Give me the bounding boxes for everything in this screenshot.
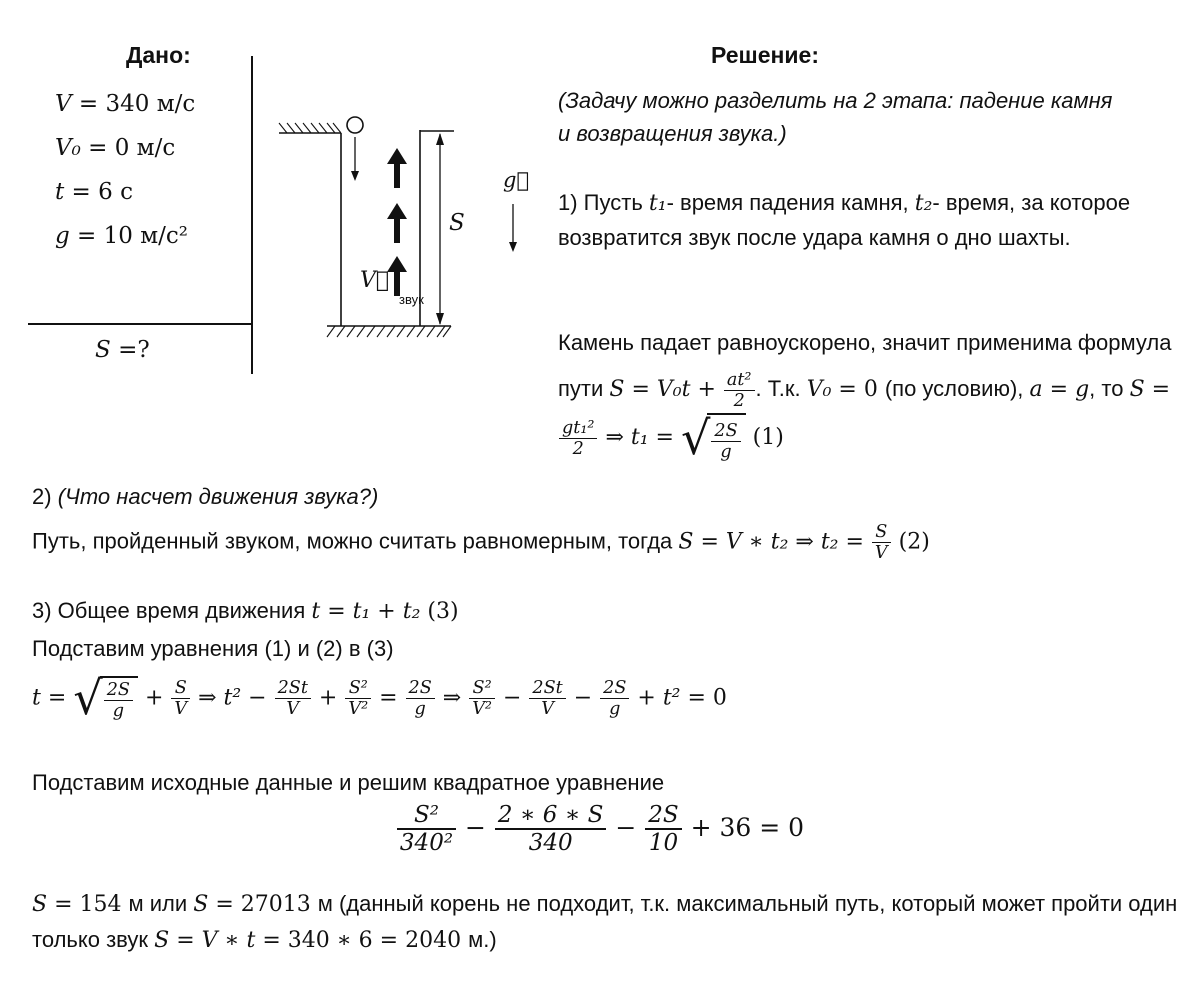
given-divider-horizontal (28, 323, 252, 325)
math-token: $\frac{2St}{V}$ (274, 678, 312, 719)
math-token: t₁ (352, 599, 371, 624)
math-token: ∗ (217, 928, 247, 954)
ground-bottom-hatch (327, 326, 451, 337)
math-token: . Т.к. (755, 376, 807, 402)
sound-wave-arrow-top (387, 148, 407, 188)
velocity-vector-label: V⃗ (360, 268, 390, 293)
given-title: Дано: (126, 42, 191, 68)
math-token: = (624, 377, 657, 403)
math-token: + (690, 377, 723, 403)
math-token: S (154, 928, 170, 954)
math-token: = 6 с (64, 179, 133, 205)
solution-title: Решение: (710, 42, 819, 68)
math-token: V₀ (806, 377, 832, 403)
given-item-v (55, 90, 195, 117)
math-token: √ $\frac{2S}{g}$ (681, 413, 746, 463)
math-token: = 0 м/с (80, 135, 176, 161)
math-token: $\frac{2 ∗ 6 ∗ S}{340}$ (494, 802, 608, 857)
math-token: $\frac{S}{V}$ (170, 678, 191, 719)
math-token: S (1129, 377, 1145, 403)
math-token: + (311, 685, 345, 711)
math-token: t (55, 179, 65, 205)
math-token: $\frac{\text{S²}}{\text{340²}}$ (396, 802, 457, 857)
math-token: = 0 (680, 685, 727, 711)
math-token: V₀t (656, 377, 691, 403)
math-token: t (311, 599, 321, 624)
given-item-t (55, 178, 195, 205)
math-token: = 154 (47, 892, 129, 917)
math-token: a (1029, 377, 1043, 403)
math-token: м.) (468, 927, 497, 953)
math-token: (2) (891, 529, 930, 555)
math-token: = 0 (831, 377, 885, 403)
step2-line (32, 522, 1187, 563)
solution-paragraph-1 (558, 186, 1178, 255)
math-token: S (95, 337, 111, 363)
math-token: V (201, 928, 218, 954)
math-token: S (193, 892, 209, 917)
math-token: = (693, 529, 726, 555)
math-token: + (630, 685, 663, 711)
math-token: = (169, 928, 202, 954)
solution-paragraph-2 (558, 320, 1180, 464)
math-token: S (32, 892, 48, 917)
quadratic-intro: Подставим исходные данные и решим квадратное уравнение (32, 770, 665, 795)
math-token: t₂ (820, 529, 839, 555)
math-token: 2) (32, 484, 58, 509)
math-token: $\frac{S}{V}$ (871, 522, 892, 563)
given-divider-vertical (251, 56, 253, 374)
math-token: − (607, 813, 645, 843)
math-token: м или (128, 891, 194, 916)
find-item (95, 336, 150, 363)
solution-note: (Задачу можно разделить на 2 этапа: падение камня и возвращения звука.) (558, 88, 1113, 146)
math-token: $\frac{\text{S²}}{\text{V²}}$ (468, 678, 496, 719)
math-token: V (725, 529, 742, 555)
math-token: м (данный корень не подходит, т.к. максимальный путь, который может пройти один только звук (32, 891, 1178, 953)
math-token: $\frac{\text{S²}}{\text{V²}}$ (344, 678, 372, 719)
math-token: = 10 м/с² (69, 223, 188, 249)
given-item-g (55, 222, 195, 249)
step3-heading (32, 598, 459, 624)
stone-fall-arrowhead (351, 171, 359, 181)
math-token: g (1075, 377, 1090, 403)
equation-quadratic (0, 802, 1200, 857)
stone-circle (347, 117, 363, 133)
math-token: + 36 = 0 (682, 813, 805, 843)
math-token: = (838, 529, 871, 555)
math-token: =? (110, 337, 150, 363)
math-token: ⇒ (788, 529, 821, 555)
gravity-arrowhead (509, 242, 517, 252)
math-token: − (457, 813, 494, 843)
math-token: $\frac{2S}{g}$ (405, 678, 436, 719)
step2-heading (32, 484, 378, 510)
math-token: t² (223, 685, 242, 711)
math-token: S (609, 377, 625, 403)
math-token: 1) Пусть (558, 190, 649, 215)
math-token: $\frac{2S}{g}$ (599, 678, 630, 719)
math-token: V (55, 91, 72, 117)
math-token: $\frac{2St}{V}$ (528, 678, 566, 719)
math-token: t₁ (648, 191, 667, 216)
sound-wave-arrow-middle (387, 203, 407, 243)
math-token: = (1042, 377, 1076, 403)
math-token: t₁ (630, 425, 649, 451)
math-token: ⇒ (191, 685, 224, 711)
math-token: (1) (745, 425, 784, 451)
math-token: g (55, 223, 70, 249)
math-token: − (495, 685, 529, 711)
given-item-v0 (55, 134, 195, 161)
math-token: = (40, 685, 74, 711)
math-token: t₂ (770, 529, 789, 555)
shaft-diagram (275, 108, 545, 348)
depth-dimension-arrow-up (436, 133, 444, 145)
math-token: - время падения камня, (666, 190, 915, 215)
math-token: + (137, 685, 171, 711)
depth-label: S (449, 210, 465, 236)
math-token: ⇒ (598, 425, 631, 451)
math-token: t₂ (914, 191, 933, 216)
math-token: $\frac{2S}{10}$ (644, 802, 682, 857)
ground-top-hatch (279, 123, 341, 133)
math-token: √ $\frac{2S}{g}$ (73, 676, 138, 721)
sound-label: звук (399, 292, 424, 307)
math-token: Камень падает равноускорено, значит применима формула пути (558, 330, 1172, 402)
math-token: t (32, 685, 41, 711)
math-token: - время, за которое возвратится звук после удара камня о дно шахты. (558, 190, 1131, 251)
math-token: , то (1089, 376, 1130, 402)
given-list (55, 90, 195, 266)
math-token: = (1144, 377, 1171, 403)
math-token: 3) Общее время движения (32, 598, 312, 623)
math-token: + (370, 599, 403, 624)
math-token: t² (662, 685, 681, 711)
math-token: $\frac{\text{at²}}{2}$ (723, 370, 756, 411)
math-token: t₂ (402, 599, 421, 624)
math-token: t (246, 928, 256, 954)
math-token: = (648, 425, 681, 451)
math-token: Путь, пройденный звуком, можно считать равномерным, тогда (32, 528, 679, 554)
gravity-vector-label: g⃗ (503, 168, 530, 192)
equation-main (32, 671, 1187, 726)
math-token: (по условию), (884, 376, 1030, 402)
sound-wave-arrow-bottom (387, 256, 407, 296)
math-token: V₀ (55, 135, 81, 161)
math-token: = 340 м/с (71, 91, 196, 117)
math-token: ∗ (741, 529, 771, 555)
math-token: = (372, 685, 405, 711)
math-token: ⇒ (435, 685, 469, 711)
math-token: = (320, 599, 353, 624)
final-answer (32, 886, 1180, 958)
math-token: S (678, 529, 694, 555)
depth-dimension-arrow-down (436, 313, 444, 325)
math-token: − (241, 685, 274, 711)
math-token: (3) (420, 599, 459, 624)
math-token: − (566, 685, 600, 711)
math-token: = 340 ∗ 6 = 2040 (255, 928, 469, 954)
step3-subline: Подставим уравнения (1) и (2) в (3) (32, 636, 394, 661)
math-token: (Что насчет движения звука?) (57, 484, 379, 509)
math-token: $\frac{\text{gt₁²}}{2}$ (558, 418, 598, 459)
math-token: = 27013 (208, 892, 318, 917)
